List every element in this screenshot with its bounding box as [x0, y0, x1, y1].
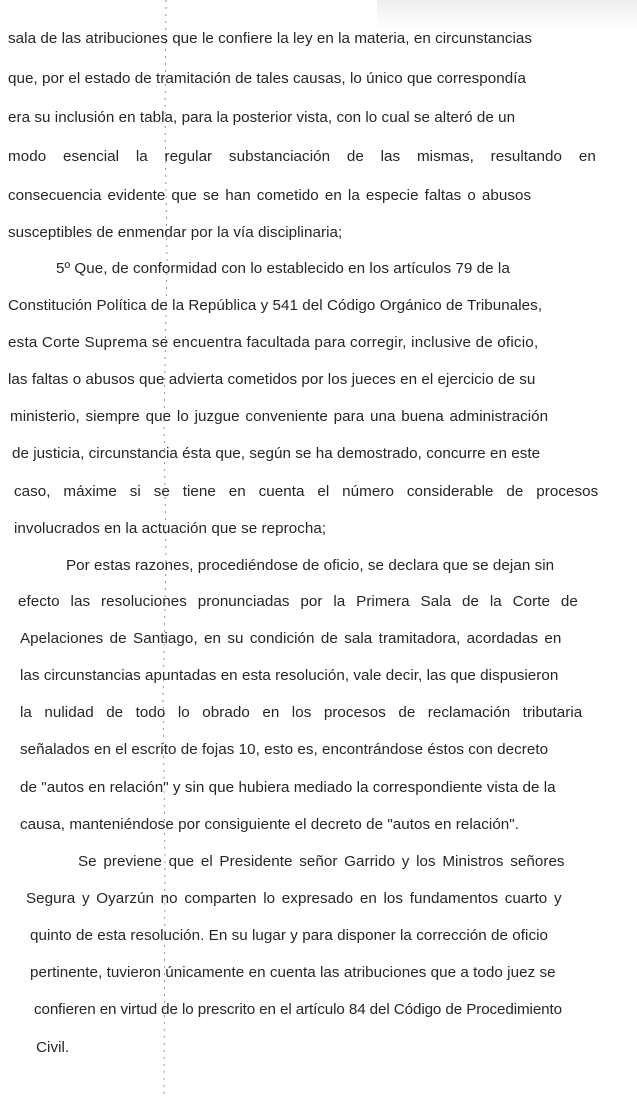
text-line-27: confieren en virtud de lo prescrito en el artículo 84 del Código de Procedimiento: [34, 1001, 562, 1018]
text-line-17: Apelaciones de Santiago, en su condición de sala tramitadora, acordadas en: [20, 630, 562, 647]
text-line-4: modo esencial la regular substanciación de las mismas, resultando en: [8, 148, 596, 165]
text-line-22: causa, manteniéndose por consiguiente el decreto de "autos en relación".: [20, 816, 520, 833]
text-line-23: Se previene que el Presidente señor Garrido y los Ministros señores: [78, 853, 565, 870]
text-line-10: las faltas o abusos que advierta cometidos por los jueces en el ejercicio de su: [8, 371, 536, 388]
text-line-24: Segura y Oyarzún no comparten lo expresado en los fundamentos cuarto y: [26, 890, 562, 907]
text-line-2: que, por el estado de tramitación de tales causas, lo único que correspondía: [8, 70, 526, 87]
text-line-13: caso, máxime si se tiene en cuenta el número considerable de procesos: [14, 483, 599, 500]
text-line-3: era su inclusión en tabla, para la posterior vista, con lo cual se alteró de un: [8, 109, 516, 126]
text-line-11: ministerio, siempre que lo juzgue conveniente para una buena administración: [10, 408, 549, 425]
text-line-18: las circunstancias apuntadas en esta resolución, vale decir, las que dispusieron: [20, 667, 559, 684]
text-line-6: susceptibles de enmendar por la vía disciplinaria;: [8, 224, 343, 241]
text-line-19: la nulidad de todo lo obrado en los procesos de reclamación tributaria: [20, 704, 583, 721]
text-line-9: esta Corte Suprema se encuentra facultada para corregir, inclusive de oficio,: [8, 334, 539, 351]
text-line-5: consecuencia evidente que se han cometido en la especie faltas o abusos: [8, 187, 532, 204]
text-line-20: señalados en el escrito de fojas 10, esto es, encontrándose éstos con decreto: [20, 741, 549, 758]
text-line-14: involucrados en la actuación que se reprocha;: [14, 520, 327, 537]
scan-smudge: [377, 0, 637, 30]
text-line-12: de justicia, circunstancia ésta que, según se ha demostrado, concurre en este: [12, 445, 541, 462]
text-line-7: 5º Que, de conformidad con lo establecido en los artículos 79 de la: [56, 260, 510, 277]
text-line-21: de "autos en relación" y sin que hubiera mediado la correspondiente vista de la: [20, 779, 556, 796]
text-line-25: quinto de esta resolución. En su lugar y para disponer la corrección de oficio: [30, 927, 549, 944]
text-line-8: Constitución Política de la República y 541 del Código Orgánico de Tribunales,: [8, 297, 543, 314]
text-line-15: Por estas razones, procediéndose de oficio, se declara que se dejan sin: [66, 557, 555, 574]
text-line-26: pertinente, tuvieron únicamente en cuenta las atribuciones que a todo juez se: [30, 964, 556, 981]
text-line-1: sala de las atribuciones que le confiere la ley en la materia, en circunstancias: [8, 30, 533, 47]
text-line-16: efecto las resoluciones pronunciadas por la Primera Sala de la Corte de: [18, 593, 578, 610]
text-line-28: Civil.: [36, 1039, 70, 1056]
